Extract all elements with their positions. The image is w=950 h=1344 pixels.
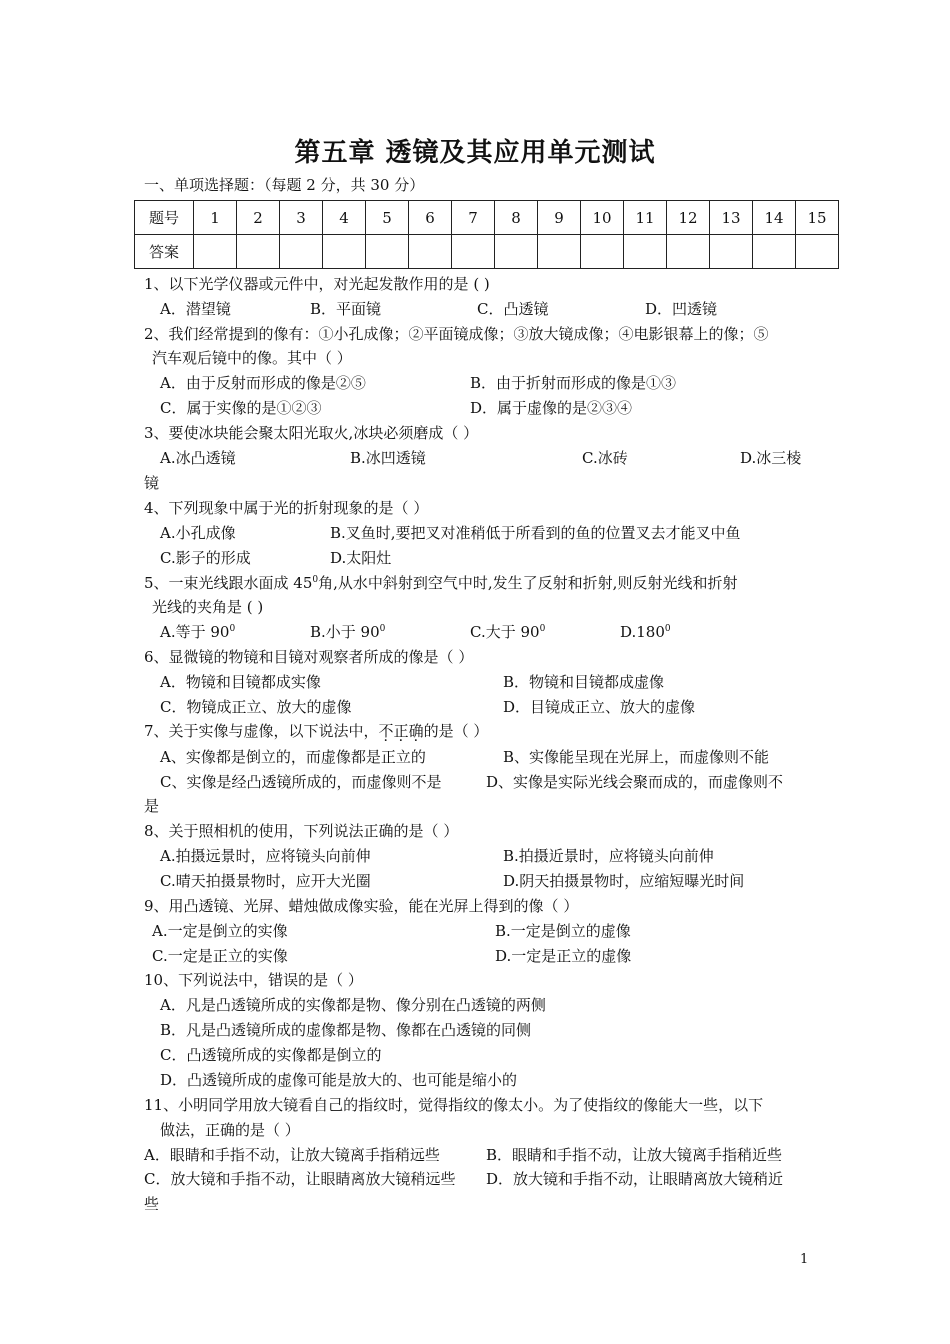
answer-cell[interactable] xyxy=(237,235,280,269)
q8-option-c: C.晴天拍摄景物时，应开大光圈 xyxy=(160,872,371,890)
q6-option-a: A．物镜和目镜都成实像 xyxy=(160,673,321,691)
q1-option-a: A．潜望镜 xyxy=(160,300,231,318)
answer-cell[interactable] xyxy=(538,235,581,269)
table-row xyxy=(135,235,839,269)
q2-option-a: A．由于反射而形成的像是②⑤ xyxy=(160,374,366,392)
answer-cell[interactable] xyxy=(753,235,796,269)
table-cell: 12 xyxy=(667,201,710,235)
q4-option-a: A.小孔成像 xyxy=(160,524,236,542)
question-5-stem: 5、一束光线跟水面成 $45^0$角,从水中斜射到空气中时,发生了反射和折射,则反射光线和折射 xyxy=(144,574,738,592)
q3-option-d-cont: 镜 xyxy=(144,474,160,492)
answer-cell[interactable] xyxy=(796,235,839,269)
table-cell: 13 xyxy=(710,201,753,235)
q11-option-d-cont: 些 xyxy=(144,1195,160,1213)
table-cell: 9 xyxy=(538,201,581,235)
q6-option-c: C．物镜成正立、放大的虚像 xyxy=(160,698,352,716)
q4-option-c: C.影子的形成 xyxy=(160,549,251,567)
page-title: 第五章 透镜及其应用单元测试 xyxy=(294,138,656,168)
question-6-stem: 6、显微镜的物镜和目镜对观察者所成的像是（ ） xyxy=(144,648,474,666)
q9-option-d: D.一定是正立的虚像 xyxy=(495,947,632,965)
table-cell: 8 xyxy=(495,201,538,235)
q7-option-b: B、实像能呈现在光屏上，而虚像则不能 xyxy=(503,748,770,766)
q11-option-c: C．放大镜和手指不动，让眼睛离放大镜稍远些 xyxy=(144,1170,456,1188)
answer-cell[interactable] xyxy=(280,235,323,269)
question-2-stem-cont: 汽车观后镜中的像。其中（ ） xyxy=(152,349,352,367)
q5-option-b: B.小于 $90^0$ xyxy=(310,623,386,641)
q9-option-c: C.一定是正立的实像 xyxy=(152,947,288,965)
q11-option-d: D．放大镜和手指不动，让眼睛离放大镜稍近 xyxy=(486,1170,784,1188)
q1-option-b: B．平面镜 xyxy=(310,300,382,318)
answer-cell[interactable] xyxy=(366,235,409,269)
answer-cell[interactable] xyxy=(667,235,710,269)
q7-option-d: D、实像是实际光线会聚而成的，而虚像则不 xyxy=(486,773,784,791)
q11-option-a: A．眼睛和手指不动，让放大镜离手指稍远些 xyxy=(144,1146,440,1164)
table-cell: 15 xyxy=(796,201,839,235)
q4-option-b: B.叉鱼时,要把叉对准稍低于所看到的鱼的位置叉去才能叉中鱼 xyxy=(330,524,741,542)
answer-table xyxy=(134,200,839,269)
section-heading: 一、单项选择题：（每题 2 分，共 30 分） xyxy=(144,176,425,194)
q10-option-a: A．凡是凸透镜所成的实像都是物、像分别在凸透镜的两侧 xyxy=(160,996,546,1014)
q8-option-d: D.阴天拍摄景物时，应缩短曝光时间 xyxy=(503,872,745,890)
answer-cell[interactable] xyxy=(624,235,667,269)
q2-option-b: B．由于折射而形成的像是①③ xyxy=(470,374,677,392)
question-3-stem: 3、要使冰块能会聚太阳光取火,冰块必须磨成（ ） xyxy=(144,424,479,442)
table-cell: 10 xyxy=(581,201,624,235)
q10-option-c: C．凸透镜所成的实像都是倒立的 xyxy=(160,1046,382,1064)
answer-cell[interactable] xyxy=(581,235,624,269)
q1-option-d: D．凹透镜 xyxy=(645,300,718,318)
q7-option-a: A、实像都是倒立的，而虚像都是正立的 xyxy=(160,748,426,766)
q10-option-d: D．凸透镜所成的虚像可能是放大的、也可能是缩小的 xyxy=(160,1071,518,1089)
question-7-stem: 7、关于实像与虚像，以下说法中，不正确的是（ ） xyxy=(144,722,489,740)
q1-option-c: C．凸透镜 xyxy=(477,300,549,318)
q2-option-c: C．属于实像的是①②③ xyxy=(160,399,322,417)
question-4-stem: 4、下列现象中属于光的折射现象的是（ ） xyxy=(144,499,429,517)
q6-option-d: D．目镜成正立、放大的虚像 xyxy=(503,698,696,716)
q6-option-b: B．物镜和目镜都成虚像 xyxy=(503,673,665,691)
q3-option-c: C.冰砖 xyxy=(582,449,628,467)
q11-option-b: B．眼睛和手指不动，让放大镜离手指稍近些 xyxy=(486,1146,783,1164)
question-11-stem-cont: 做法，正确的是（ ） xyxy=(160,1121,300,1139)
question-11-stem: 11、小明同学用放大镜看自己的指纹时，觉得指纹的像太小。为了使指纹的像能大一些，以下 xyxy=(144,1096,764,1114)
answer-cell[interactable] xyxy=(409,235,452,269)
table-cell: 7 xyxy=(452,201,495,235)
answer-cell[interactable] xyxy=(452,235,495,269)
answer-cell[interactable] xyxy=(194,235,237,269)
question-10-stem: 10、下列说法中，错误的是（ ） xyxy=(144,971,363,989)
table-cell: 11 xyxy=(624,201,667,235)
table-row-label: 题号 xyxy=(135,201,194,235)
q3-option-b: B.冰凹透镜 xyxy=(350,449,426,467)
q7-option-c: C、实像是经凸透镜所成的，而虚像则不是 xyxy=(160,773,442,791)
q5-option-a: A.等于 $90^0$ xyxy=(160,623,236,641)
q8-option-a: A.拍摄远景时，应将镜头向前伸 xyxy=(160,847,371,865)
q9-option-a: A.一定是倒立的实像 xyxy=(152,922,288,940)
q5-option-c: C.大于 $90^0$ xyxy=(470,623,546,641)
answer-cell[interactable] xyxy=(323,235,366,269)
q9-option-b: B.一定是倒立的虚像 xyxy=(495,922,631,940)
question-9-stem: 9、用凸透镜、光屏、蜡烛做成像实验，能在光屏上得到的像（ ） xyxy=(144,897,579,915)
table-row-label: 答案 xyxy=(135,235,194,269)
table-cell: 4 xyxy=(323,201,366,235)
table-cell: 6 xyxy=(409,201,452,235)
question-5-stem-cont: 光线的夹角是 ( ) xyxy=(152,598,264,616)
answer-cell[interactable] xyxy=(495,235,538,269)
q4-option-d: D.太阳灶 xyxy=(330,549,392,567)
q8-option-b: B.拍摄近景时，应将镜头向前伸 xyxy=(503,847,714,865)
table-row xyxy=(135,201,839,235)
q3-option-d: D.冰三棱 xyxy=(740,449,802,467)
answer-cell[interactable] xyxy=(710,235,753,269)
page-number: 1 xyxy=(800,1252,809,1267)
q10-option-b: B．凡是凸透镜所成的虚像都是物、像都在凸透镜的同侧 xyxy=(160,1021,532,1039)
table-cell: 3 xyxy=(280,201,323,235)
table-cell: 5 xyxy=(366,201,409,235)
q7-option-d-cont: 是 xyxy=(144,797,160,815)
table-cell: 1 xyxy=(194,201,237,235)
question-1-stem: 1、以下光学仪器或元件中，对光起发散作用的是 ( ) xyxy=(144,275,490,293)
table-cell: 14 xyxy=(753,201,796,235)
q3-option-a: A.冰凸透镜 xyxy=(160,449,236,467)
question-8-stem: 8、关于照相机的使用，下列说法正确的是（ ） xyxy=(144,822,459,840)
question-2-stem: 2、我们经常提到的像有：①小孔成像；②平面镜成像；③放大镜成像；④电影银幕上的像；⑤ xyxy=(144,325,769,343)
q2-option-d: D．属于虚像的是②③④ xyxy=(470,399,633,417)
q5-option-d: D.180$^0$ xyxy=(620,623,671,641)
table-cell: 2 xyxy=(237,201,280,235)
